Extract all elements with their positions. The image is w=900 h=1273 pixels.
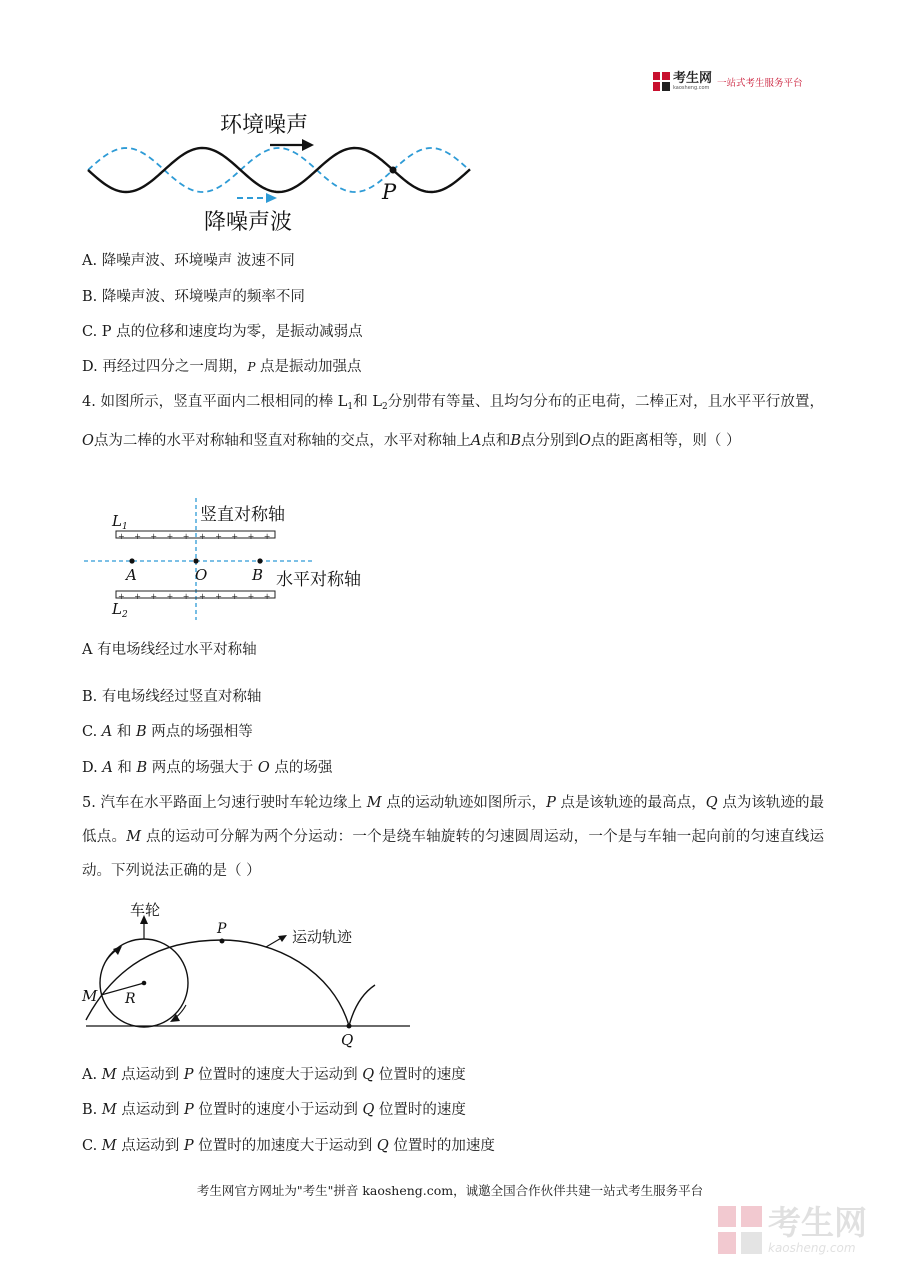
point-o xyxy=(193,558,198,563)
rod-l1-charge: + xyxy=(118,532,125,541)
q3-option-c: C. P 点的位移和速度均为零，是振动减弱点 xyxy=(82,324,363,340)
wheel-label: 车轮 xyxy=(130,901,161,919)
rod-l2-charge: + xyxy=(215,592,222,601)
q5-option-a: A. M 点运动到 P 位置时的速度大于运动到 Q 位置时的速度 xyxy=(82,1067,466,1083)
rod-l2-charge: + xyxy=(182,592,190,601)
point-q xyxy=(347,1024,352,1029)
trajectory-curve xyxy=(86,940,349,1026)
rod-l1-charge: + xyxy=(247,532,255,541)
rod-l1-charge: + xyxy=(199,532,206,541)
q4-option-a: A 有电场线经过水平对称轴 xyxy=(82,642,257,658)
q4-option-c: C. A 和 B 两点的场强相等 xyxy=(82,724,253,740)
env-noise-label: 环境噪声 xyxy=(220,113,309,138)
point-o-label: O xyxy=(195,566,208,584)
point-b-label: B xyxy=(252,566,264,584)
watermark-url: kaosheng.com xyxy=(768,1241,856,1255)
horizontal-axis-label: 水平对称轴 xyxy=(276,570,361,590)
rod-l2-charge: + xyxy=(231,592,239,601)
rod-l2-charge: + xyxy=(118,592,125,601)
rod-l2-charge: + xyxy=(247,592,255,601)
point-m-label: M xyxy=(82,987,98,1005)
q5-stem: 5. 汽车在水平路面上匀速行驶时车轮边缘上 M 点的运动轨迹如图所示，P 点是该轨迹的最高点，Q 点为该轨迹的最低点。M 点的运动可分解为两个分运动：一个是绕车轴旋转的匀速圆周运动，一个是与车轴一起向前的匀速直线运动。下列说法正确的是（ ） xyxy=(82,795,825,879)
point-p-label: P xyxy=(217,921,227,937)
rod-l1-charge: + xyxy=(215,532,222,541)
logo-name: 考生网 xyxy=(673,71,713,86)
rod-l2-label: $L_2$ xyxy=(112,600,128,620)
q4-option-b: B. 有电场线经过竖直对称轴 xyxy=(82,689,262,705)
kaosheng-logo-icon xyxy=(653,72,670,91)
page-footer: 考生网官方网址为"考生"拼音 kaosheng.com，诚邀全国合作伙伴共建一站式考生服务平台 xyxy=(196,1183,704,1198)
rod-l1-charge: + xyxy=(182,532,190,541)
point-a-label: A xyxy=(126,566,137,584)
point-p xyxy=(220,939,225,944)
logo-url: kaosheng.com xyxy=(673,85,710,91)
site-logo[interactable] xyxy=(653,72,803,91)
logo-slogan: 一站式考生服务平台 xyxy=(717,77,803,89)
point-p xyxy=(390,167,397,174)
rod-l2-charge: + xyxy=(166,592,174,601)
point-p-label: P xyxy=(382,180,397,204)
rod-l1-charge: + xyxy=(150,532,158,541)
point-q-label: Q xyxy=(341,1031,354,1049)
q4-option-d: D. A 和 B 两点的场强大于 O 点的场强 xyxy=(82,760,333,776)
q4-stem: 4. 如图所示，竖直平面内二根相同的棒 $L_1$和 $L_2$分别带有等量、且均匀分布的正电荷，二棒正对，且水平平行放置，O点为二棒的水平对称轴和竖直对称轴的交点，水平对称轴上A点和B点分别到O点的距离相等，则（ ） xyxy=(82,394,824,449)
rod-l1-charge: + xyxy=(134,532,141,541)
rod-l2-charge: + xyxy=(263,592,271,601)
q3-option-d: D. 再经过四分之一周期，P 点是振动加强点 xyxy=(82,359,362,375)
vertical-axis-label: 竖直对称轴 xyxy=(200,505,285,525)
track-label: 运动轨迹 xyxy=(292,928,353,946)
rod-l2-charge: + xyxy=(150,592,158,601)
radius-label: R xyxy=(125,991,136,1007)
q3-option-a: A. 降噪声波、环境噪声 波速不同 xyxy=(82,253,295,269)
watermark-name: 考生网 xyxy=(768,1203,867,1242)
env-noise-arrowhead-icon xyxy=(302,139,314,151)
point-a xyxy=(129,558,134,563)
rod-l1-charge: + xyxy=(263,532,271,541)
cancel-wave-arrowhead-icon xyxy=(266,193,277,203)
track-label-arrowhead-icon xyxy=(278,935,287,942)
q5-option-b: B. M 点运动到 P 位置时的速度小于运动到 Q 位置时的速度 xyxy=(82,1102,466,1118)
watermark-logo-icon xyxy=(718,1206,762,1254)
q5-option-c: C. M 点运动到 P 位置时的加速度大于运动到 Q 位置时的加速度 xyxy=(82,1138,495,1154)
rod-l1-charge: + xyxy=(231,532,239,541)
trajectory-next-arch xyxy=(349,985,375,1026)
watermark-logo xyxy=(718,1205,867,1255)
q3-option-b: B. 降噪声波、环境噪声的频率不同 xyxy=(82,289,305,305)
wave-figure xyxy=(80,105,480,240)
rod-l1-charge: + xyxy=(166,532,174,541)
rod-l1-label: $L_1$ xyxy=(112,512,128,532)
rod-l2-charge: + xyxy=(134,592,141,601)
cancel-wave-label: 降噪声波 xyxy=(204,210,293,235)
rod-l2-charge: + xyxy=(199,592,206,601)
point-b xyxy=(257,558,262,563)
rods-figure xyxy=(80,498,380,623)
cycloid-figure xyxy=(78,895,418,1050)
